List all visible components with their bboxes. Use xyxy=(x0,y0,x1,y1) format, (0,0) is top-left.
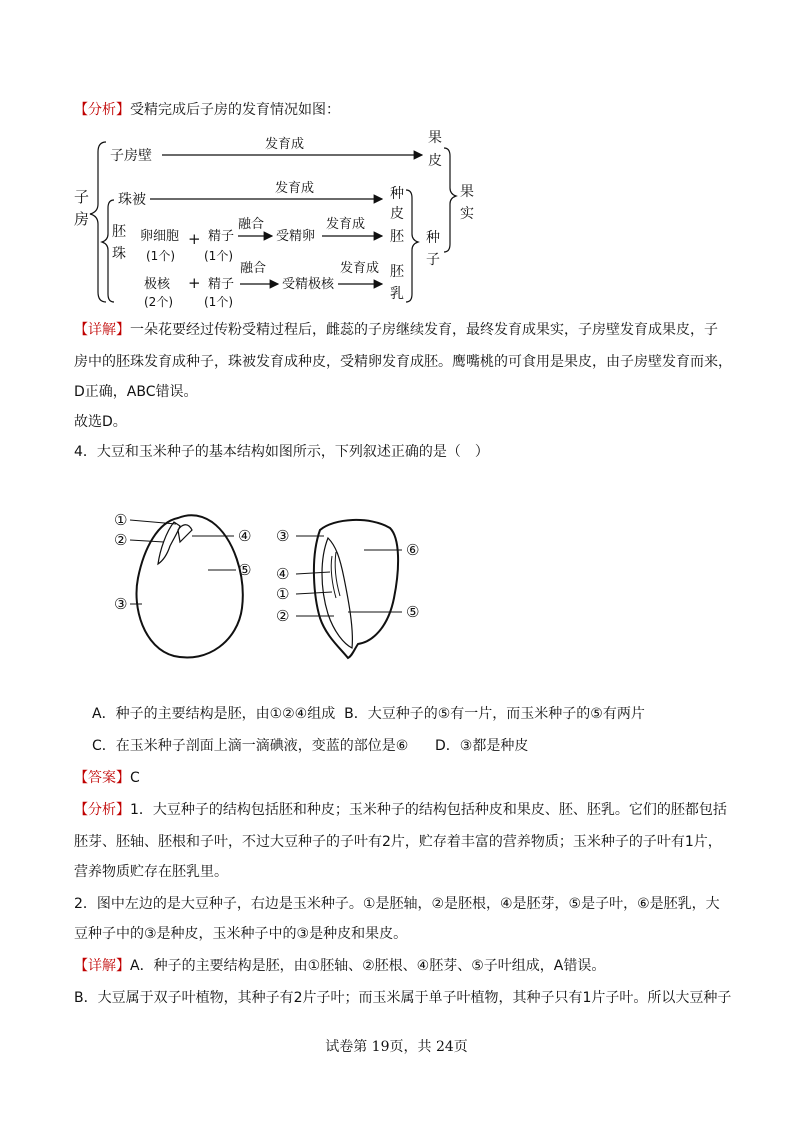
label-shi: 实 xyxy=(460,206,474,222)
label-ru: 乳 xyxy=(390,286,404,302)
detail2-text: A．种子的主要结构是胚，由①胚轴、②胚根、④胚芽、⑤子叶组成，A错误。 xyxy=(130,958,606,974)
label-luanxibao: 卵细胞 xyxy=(140,229,180,244)
choose-line: 故选D。 xyxy=(74,414,127,430)
ovary-development-diagram xyxy=(70,122,490,308)
analysis-text: 受精完成后子房的发育情况如图： xyxy=(130,102,340,118)
soy-label-4: ④ xyxy=(238,527,252,545)
label-ronghe-1: 融合 xyxy=(238,217,265,232)
option-row-2 xyxy=(92,736,528,756)
label-count2: (2个) xyxy=(144,295,173,308)
detail-text-1: 一朵花要经过传粉受精过程后，雌蕊的子房继续发育，最终发育成果实，子房壁发育成果皮，子 xyxy=(130,322,718,338)
detail-line-2: 房中的胚珠发育成种子，珠被发育成种皮，受精卵发育成胚。鹰嘴桃的可食用是果皮，由子房壁发育而来， xyxy=(74,354,732,370)
label-develop-4: 发育成 xyxy=(340,261,380,276)
analysis2-text-1: 1．大豆种子的结构包括胚和种皮；玉米种子的结构包括种皮和果皮、胚、胚乳。它们的胚都包括 xyxy=(130,802,727,818)
analysis2-line-3: 营养物质贮存在胚乳里。 xyxy=(74,864,228,880)
corn-label-1: ① xyxy=(276,585,290,603)
soy-label-5: ⑤ xyxy=(238,561,252,579)
option-row-1 xyxy=(92,704,645,724)
soy-label-1: ① xyxy=(114,511,128,529)
corn-label-6: ⑥ xyxy=(406,541,420,559)
corn-label-5: ⑤ xyxy=(406,603,420,621)
answer-tag: 【答案】 xyxy=(74,770,130,786)
seed-structure-figure xyxy=(108,508,438,668)
label-zhong2: 种 xyxy=(426,230,440,246)
answer-text: C xyxy=(130,770,140,786)
label-zhong: 种 xyxy=(390,186,404,202)
analysis2-line-5: 豆种子中的③是种皮，玉米种子中的③是种皮和果皮。 xyxy=(74,926,408,942)
analysis2-tag: 【分析】 xyxy=(74,802,130,818)
option-a[interactable]: A．种子的主要结构是胚，由①②④组成 xyxy=(92,706,336,722)
page-footer: 试卷第 19页，共 24页 xyxy=(325,1039,468,1055)
label-ronghe-2: 融合 xyxy=(240,261,267,276)
label-shoujingluan: 受精卵 xyxy=(276,229,316,244)
detail2-tag: 【详解】 xyxy=(74,958,130,974)
corn-label-2: ② xyxy=(276,607,290,625)
label-zi2: 子 xyxy=(426,252,440,268)
label-develop-1: 发育成 xyxy=(265,137,305,152)
label-develop-3: 发育成 xyxy=(326,217,366,232)
label-pei: 胚 xyxy=(390,229,404,245)
analysis2-line-1 xyxy=(74,800,727,820)
label-pei-zhu-2: 珠 xyxy=(112,246,126,262)
soybean-outline xyxy=(137,515,243,657)
soy-label-2: ② xyxy=(114,531,128,549)
label-plus-2: + xyxy=(188,274,201,292)
brace-right-fruit xyxy=(444,148,456,252)
label-plus-1: + xyxy=(188,230,201,248)
analysis2-line-4: 2．图中左边的是大豆种子，右边是玉米种子。①是胚轴，②是胚根，④是胚芽，⑤是子叶，⑥是胚乳，大 xyxy=(74,896,720,912)
label-count1-a: (1个) xyxy=(146,249,175,263)
label-pei3: 胚 xyxy=(390,264,404,280)
detail2-line-1 xyxy=(74,956,605,976)
detail-tag: 【详解】 xyxy=(74,322,130,338)
answer-line xyxy=(74,768,140,788)
detail-line-1 xyxy=(74,320,718,340)
corn-label-3: ③ xyxy=(276,527,290,545)
option-c[interactable]: C．在玉米种子剖面上滴一滴碘液，变蓝的部位是⑥ xyxy=(92,738,409,754)
detail-line-3: D正确，ABC错误。 xyxy=(74,384,198,400)
label-pi2: 皮 xyxy=(390,206,404,222)
label-guo2: 果 xyxy=(460,184,474,200)
label-fang: 房 xyxy=(74,210,90,228)
question-4: 4．大豆和玉米种子的基本结构如图所示，下列叙述正确的是（ ） xyxy=(74,444,489,460)
label-count1-b: (1个) xyxy=(204,249,233,263)
label-count1-c: (1个) xyxy=(204,295,233,308)
label-shoujingjihe: 受精极核 xyxy=(282,277,335,292)
label-zifangbi: 子房壁 xyxy=(110,148,152,164)
analysis-line xyxy=(74,100,340,120)
option-b[interactable]: B．大豆种子的⑤有一片，而玉米种子的⑤有两片 xyxy=(344,706,645,722)
label-zhubei: 珠被 xyxy=(118,192,146,208)
label-develop-2: 发育成 xyxy=(275,181,315,196)
label-zi: 子 xyxy=(74,188,90,206)
label-guo: 果 xyxy=(428,130,442,146)
label-jingzi-1: 精子 xyxy=(208,229,235,244)
analysis2-line-2: 胚芽、胚轴、胚根和子叶，不过大豆种子的子叶有2片，贮存着丰富的营养物质；玉米种子的子叶有1片， xyxy=(74,834,722,850)
soybean-plumule xyxy=(178,525,192,542)
label-pi: 皮 xyxy=(428,153,442,169)
analysis-tag: 【分析】 xyxy=(74,102,130,118)
label-jingzi-2: 精子 xyxy=(208,277,235,292)
label-jihe: 极核 xyxy=(144,277,171,292)
label-pei-zhu-1: 胚 xyxy=(112,224,126,240)
brace-left-main xyxy=(90,142,106,302)
detail2-line-2: B．大豆属于双子叶植物，其种子有2片子叶；而玉米属于单子叶植物，其种子只有1片子叶。所以大豆种子 xyxy=(74,990,732,1006)
brace-right-seed xyxy=(406,190,418,302)
corn-label-4: ④ xyxy=(276,565,290,583)
soy-label-3: ③ xyxy=(114,595,128,613)
option-d[interactable]: D．③都是种皮 xyxy=(435,738,529,754)
